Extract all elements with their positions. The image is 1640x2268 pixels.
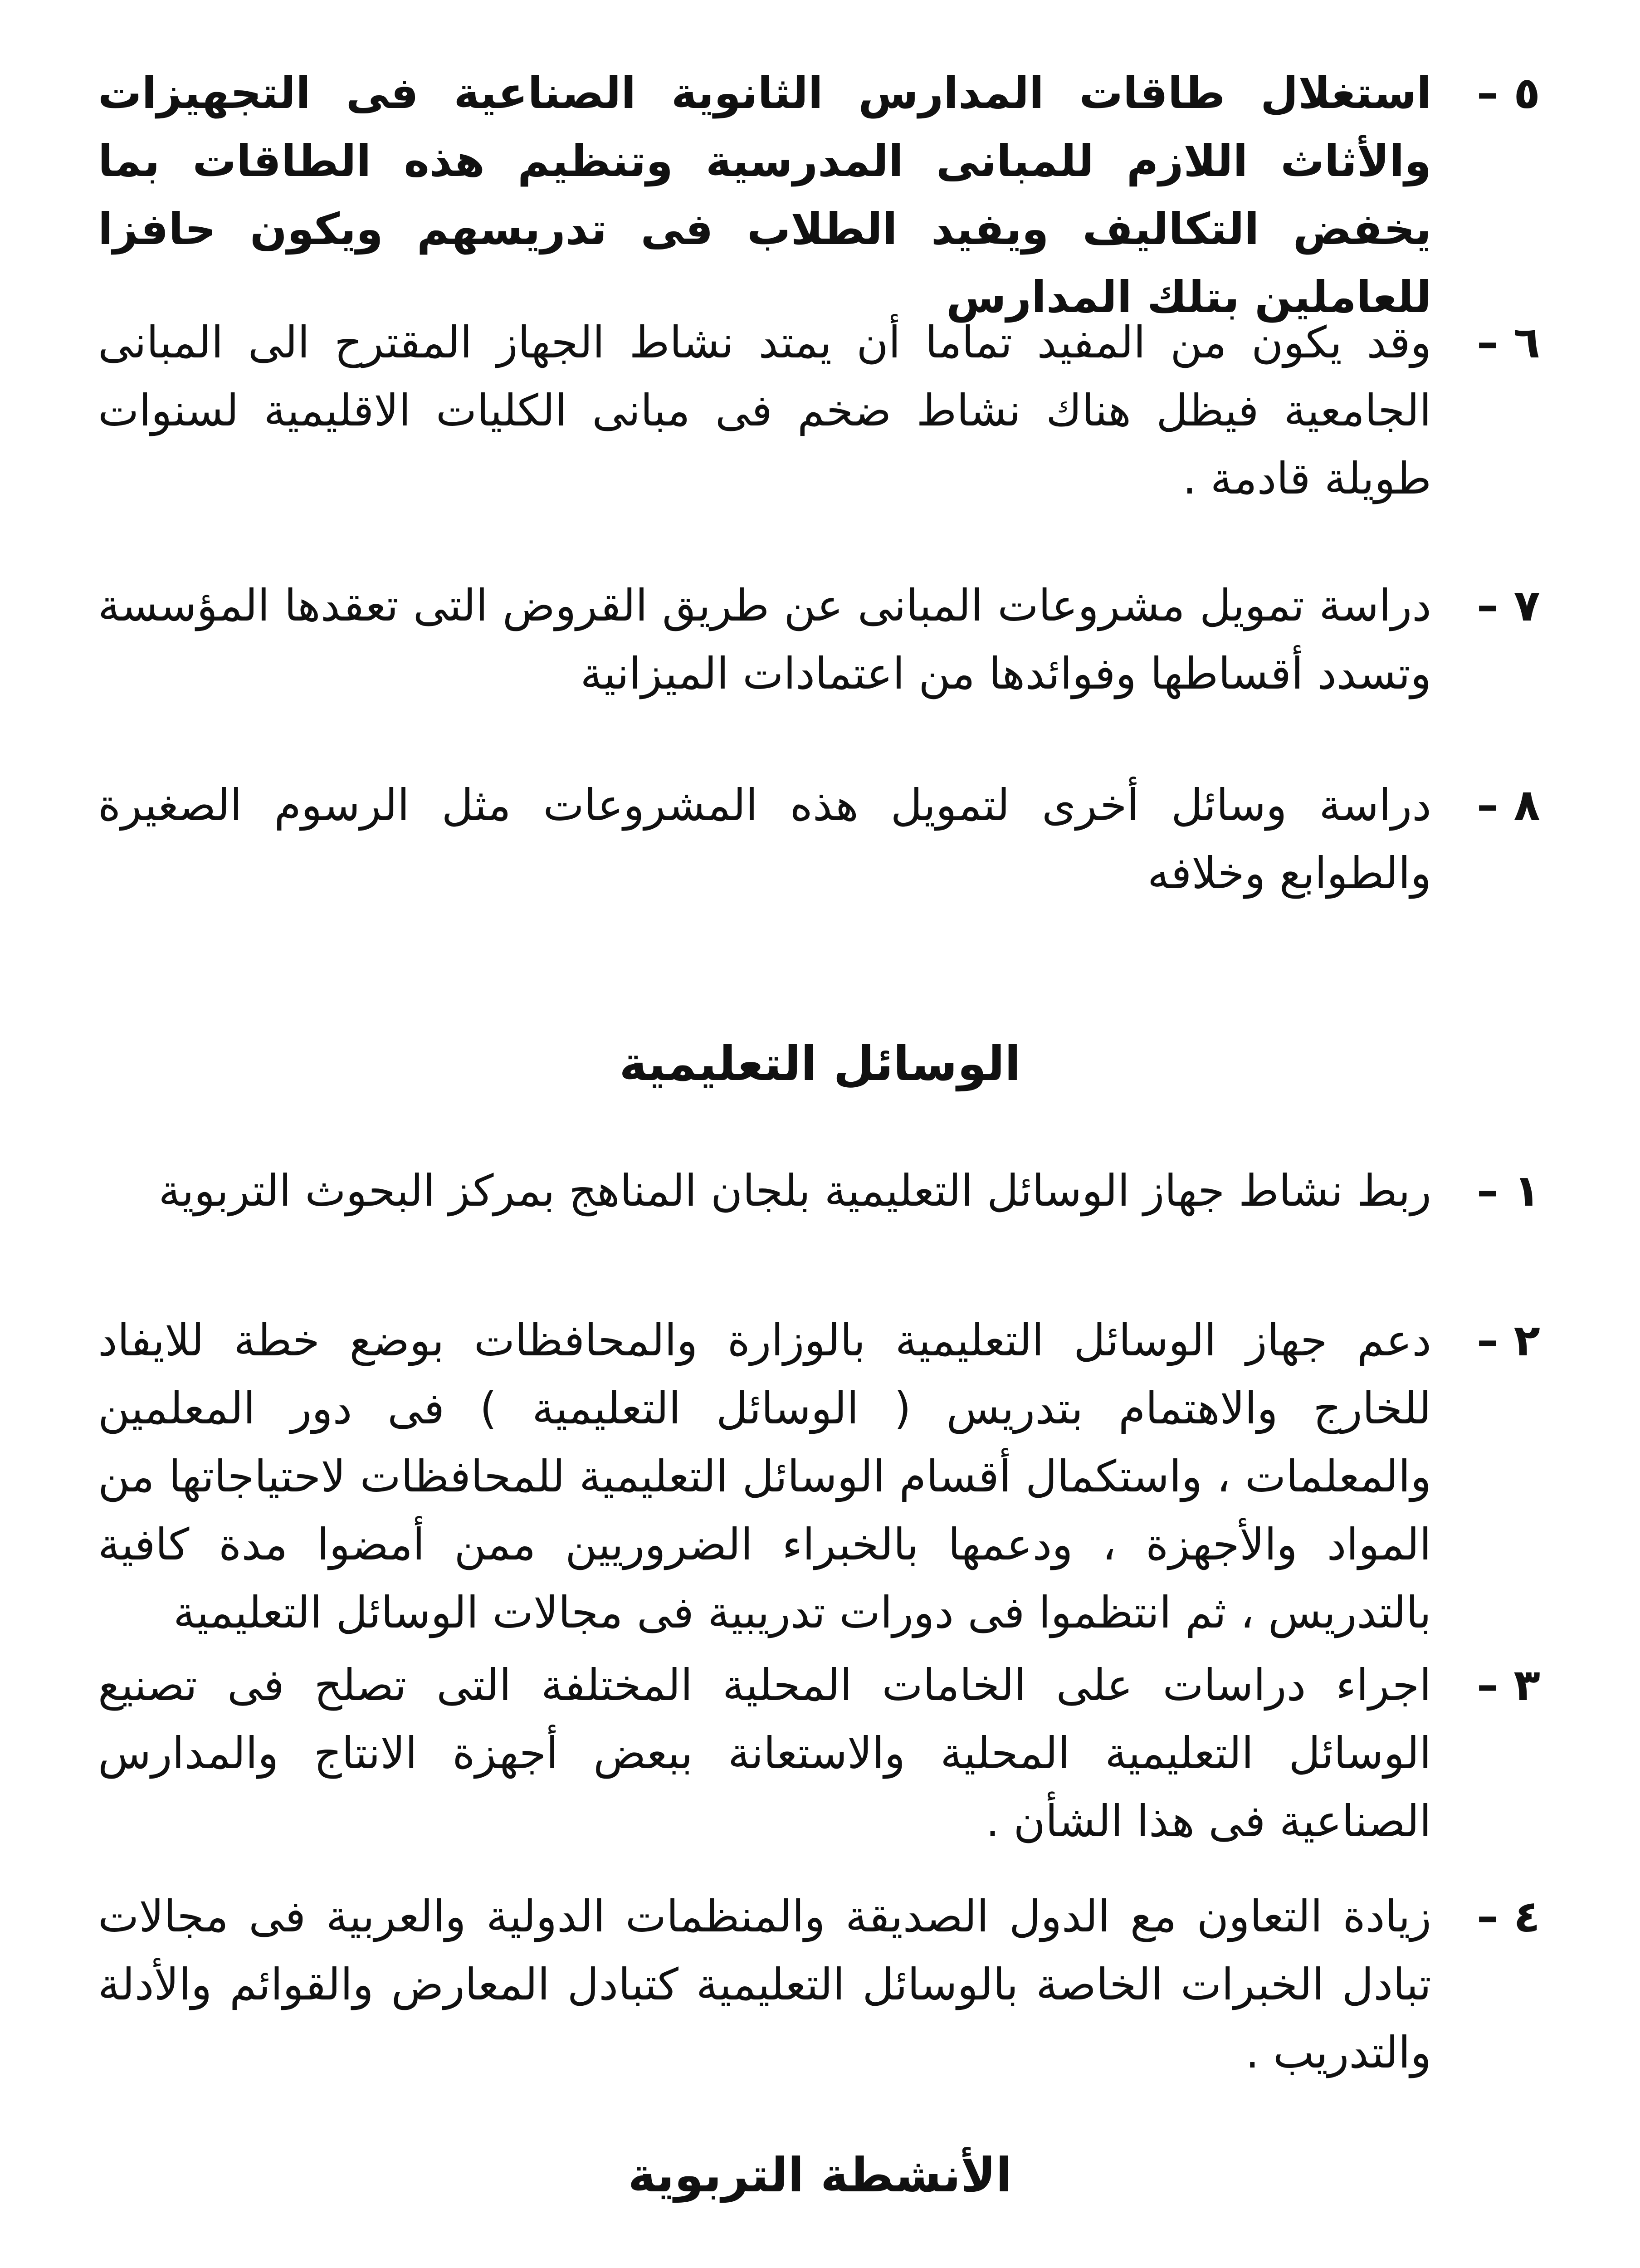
list-item-1: [98, 1157, 1540, 1225]
list-item-7: [98, 572, 1540, 708]
item-text: اجراء دراسات على الخامات المحلية المختلفة التى تصلح فى تصنيع الوسائل التعليمية المحلية والاستعانة ببعض أجهزة الانتاج والمدارس الصناعية فى هذا الشأن .: [98, 1660, 1431, 1847]
list-item-3: [98, 1651, 1540, 1855]
item-text: وقد يكون من المفيد تماما أن يمتد نشاط الجهاز المقترح الى المبانى الجامعية فيظل هناك نشاط ضخم فى مبانى الكليات الاقليمية لسنوات طويلة قادمة .: [98, 317, 1431, 504]
item-text: دعم جهاز الوسائل التعليمية بالوزارة والمحافظات بوضع خطة للايفاد للخارج والاهتمام بتدريس ( الوسائل التعليمية ) فى دور المعلمين والمعلمات ، واستكمال أقسام الوسائل التعليمية للمحافظات لاحتياجاتها من المواد والأجهزة ، ودعمها بالخبراء الضروريين ممن أمضوا مدة كافية بالتدريس ، ثم انتظموا فى دورات تدريبية فى مجالات الوسائل التعليمية: [98, 1315, 1431, 1638]
item-number: ١ –: [1476, 1165, 1540, 1216]
item-text: دراسة وسائل أخرى لتمويل هذه المشروعات مثل الرسوم الصغيرة والطوابع وخلافه: [98, 780, 1431, 899]
list-item-2: [98, 1306, 1540, 1647]
item-number: ٥ –: [1476, 68, 1540, 118]
section-heading-educational-aids: الوسائل التعليمية: [619, 1036, 1021, 1091]
list-item-4: [98, 1882, 1540, 2087]
item-number: ٤ –: [1476, 1891, 1540, 1942]
item-number: ٧ –: [1476, 580, 1540, 631]
item-text: [98, 2263, 1431, 2268]
item-text: دراسة تمويل مشروعات المبانى عن طريق القروض التى تعقدها المؤسسة وتسدد أقساطها وفوائدها من اعتمادات الميزانية: [98, 580, 1431, 699]
section-heading-educational-activities: الأنشطة التربوية: [628, 2147, 1012, 2203]
item-text: استغلال طاقات المدارس الثانوية الصناعية فى التجهيزات والأثاث اللازم للمبانى المدرسية وتنظيم هذه الطاقات بما يخفض التكاليف ويفيد الطلاب فى تدريسهم ويكون حافزا للعاملين بتلك المدارس: [98, 68, 1431, 323]
list-item-6: [98, 308, 1540, 513]
item-text: ربط نشاط جهاز الوسائل التعليمية بلجان المناهج بمركز البحوث التربوية: [158, 1165, 1431, 1216]
item-text: زيادة التعاون مع الدول الصديقة والمنظمات الدولية والعربية فى مجالات تبادل الخبرات الخاصة بالوسائل التعليمية كتبادل المعارض والقوائم والأدلة والتدريب .: [98, 1891, 1431, 2078]
item-number: ٣ –: [1476, 1660, 1540, 1711]
list-item-8: [98, 771, 1540, 907]
item-number: ٢ –: [1476, 1315, 1540, 1366]
list-item-1-activities: [98, 2263, 1540, 2268]
item-number: [1431, 2263, 1540, 2268]
item-number: ٦ –: [1476, 317, 1540, 368]
list-item-5: [98, 59, 1540, 331]
item-number: ٨ –: [1476, 780, 1540, 831]
